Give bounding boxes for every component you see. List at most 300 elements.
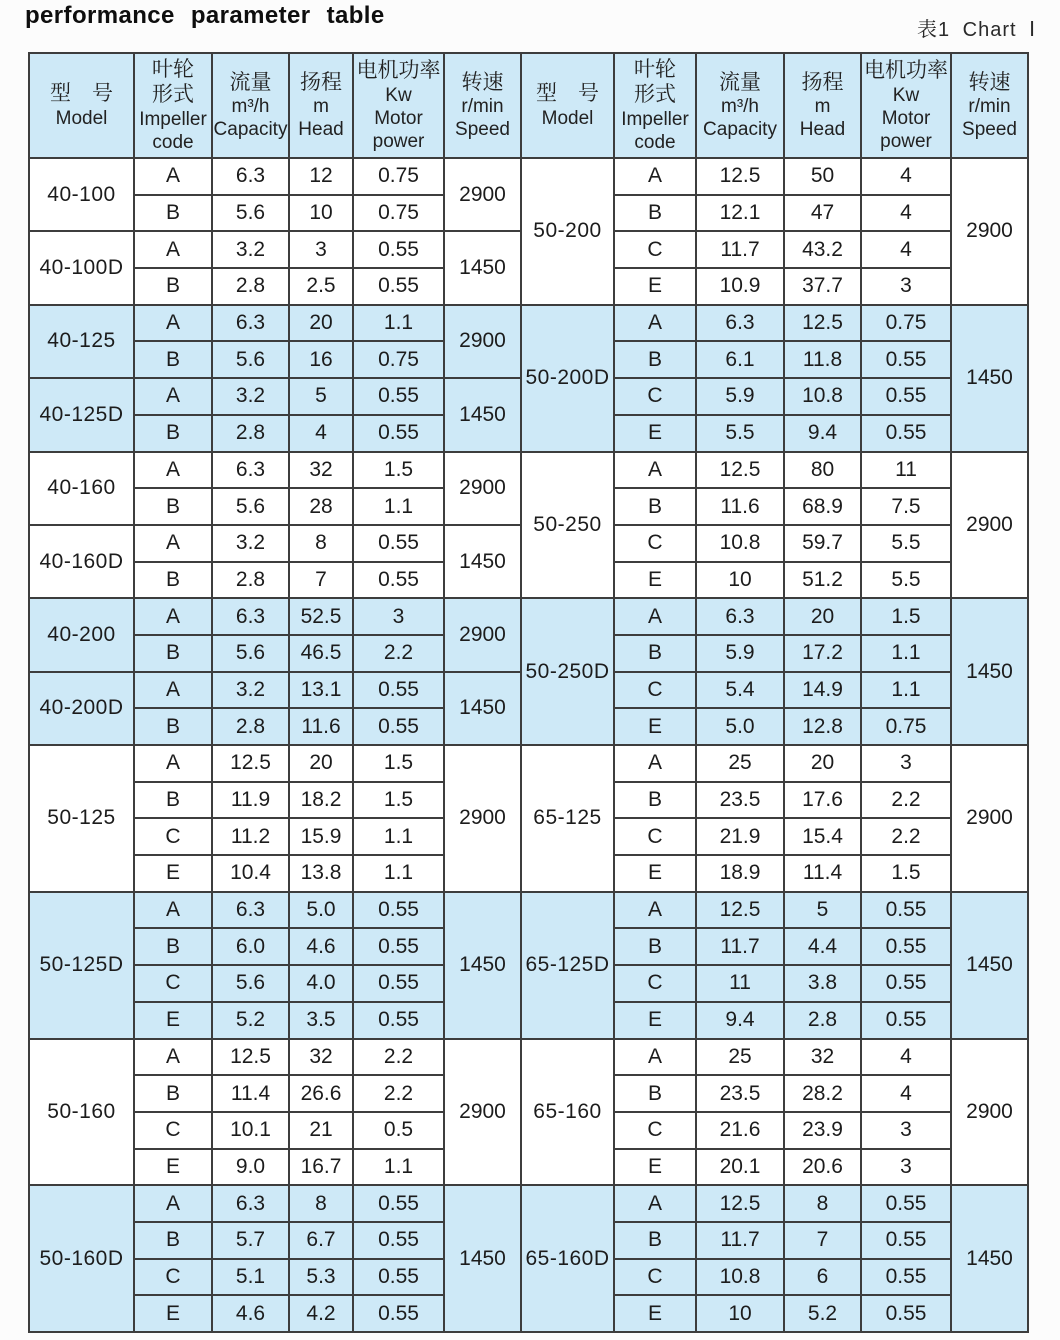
head-cell-right: 12.5 bbox=[784, 305, 861, 342]
power-cell-right: 0.75 bbox=[861, 708, 951, 745]
header-line: 型 号 bbox=[536, 82, 599, 106]
speed-cell-right: 1450 bbox=[951, 892, 1028, 1039]
header-line: 型 号 bbox=[50, 82, 113, 106]
power-cell-right: 1.1 bbox=[861, 672, 951, 709]
impeller-code-cell-left: E bbox=[134, 855, 212, 892]
capacity-cell-right: 18.9 bbox=[696, 855, 784, 892]
power-cell-right: 5.5 bbox=[861, 525, 951, 562]
capacity-cell-right: 6.3 bbox=[696, 598, 784, 635]
capacity-cell-left: 3.2 bbox=[212, 378, 289, 415]
power-cell-left: 1.1 bbox=[353, 1149, 444, 1186]
power-cell-right: 4 bbox=[861, 1075, 951, 1112]
head-cell-left: 5.0 bbox=[289, 892, 353, 929]
power-cell-left: 1.5 bbox=[353, 452, 444, 489]
header-line: Model bbox=[541, 107, 594, 129]
model-cell-left: 40-200 bbox=[29, 598, 134, 671]
power-cell-left: 2.2 bbox=[353, 635, 444, 672]
power-cell-left: 1.5 bbox=[353, 782, 444, 819]
impeller-code-cell-right: B bbox=[614, 488, 696, 525]
capacity-cell-right: 12.5 bbox=[696, 452, 784, 489]
head-cell-right: 14.9 bbox=[784, 672, 861, 709]
capacity-cell-left: 6.3 bbox=[212, 305, 289, 342]
header-line: 扬程 bbox=[801, 70, 844, 94]
impeller-code-cell-left: B bbox=[134, 1075, 212, 1112]
head-cell-left: 32 bbox=[289, 452, 353, 489]
header-line: 电机功率 bbox=[864, 58, 948, 82]
power-cell-left: 0.55 bbox=[353, 562, 444, 599]
power-cell-right: 2.2 bbox=[861, 818, 951, 855]
model-cell-left: 40-100D bbox=[29, 231, 134, 304]
capacity-cell-right: 23.5 bbox=[696, 1075, 784, 1112]
speed-cell-left: 1450 bbox=[444, 1185, 521, 1332]
power-cell-left: 1.5 bbox=[353, 745, 444, 782]
power-cell-left: 0.55 bbox=[353, 1259, 444, 1296]
table-row bbox=[29, 1185, 1028, 1222]
impeller-code-cell-left: B bbox=[134, 415, 212, 452]
power-cell-left: 0.55 bbox=[353, 415, 444, 452]
head-cell-right: 4.4 bbox=[784, 928, 861, 965]
table-row bbox=[29, 158, 1028, 195]
power-cell-right: 4 bbox=[861, 231, 951, 268]
capacity-cell-right: 12.5 bbox=[696, 158, 784, 195]
head-cell-right: 68.9 bbox=[784, 488, 861, 525]
power-cell-left: 1.1 bbox=[353, 855, 444, 892]
model-cell-right: 50-200 bbox=[521, 158, 614, 305]
speed-cell-right: 2900 bbox=[951, 745, 1028, 892]
impeller-code-cell-right: B bbox=[614, 341, 696, 378]
header-line: 扬程 bbox=[300, 70, 342, 94]
power-cell-left: 0.75 bbox=[353, 341, 444, 378]
power-cell-left: 0.55 bbox=[353, 231, 444, 268]
page-title: performance parameter table bbox=[25, 2, 385, 29]
capacity-cell-left: 5.6 bbox=[212, 488, 289, 525]
head-cell-left: 16 bbox=[289, 341, 353, 378]
power-cell-left: 0.55 bbox=[353, 1185, 444, 1222]
impeller-code-cell-left: B bbox=[134, 562, 212, 599]
power-cell-left: 0.55 bbox=[353, 892, 444, 929]
impeller-code-cell-right: A bbox=[614, 1039, 696, 1076]
power-cell-left: 0.5 bbox=[353, 1112, 444, 1149]
table-row bbox=[29, 892, 1028, 929]
speed-cell-right: 1450 bbox=[951, 305, 1028, 452]
impeller-code-cell-right: A bbox=[614, 452, 696, 489]
head-cell-left: 28 bbox=[289, 488, 353, 525]
header-line: Impeller bbox=[139, 108, 207, 130]
impeller-code-cell-left: B bbox=[134, 488, 212, 525]
capacity-cell-right: 6.3 bbox=[696, 305, 784, 342]
head-cell-right: 28.2 bbox=[784, 1075, 861, 1112]
power-cell-left: 2.2 bbox=[353, 1075, 444, 1112]
head-cell-right: 20.6 bbox=[784, 1149, 861, 1186]
impeller-code-cell-left: A bbox=[134, 745, 212, 782]
header-line: power bbox=[372, 130, 425, 152]
column-header-model-right bbox=[521, 53, 614, 158]
head-cell-left: 26.6 bbox=[289, 1075, 353, 1112]
head-cell-right: 7 bbox=[784, 1222, 861, 1259]
head-cell-right: 59.7 bbox=[784, 525, 861, 562]
capacity-cell-right: 23.5 bbox=[696, 782, 784, 819]
head-cell-left: 46.5 bbox=[289, 635, 353, 672]
head-cell-left: 52.5 bbox=[289, 598, 353, 635]
table-row bbox=[29, 745, 1028, 782]
header-line: code bbox=[152, 132, 194, 154]
power-cell-right: 0.55 bbox=[861, 1002, 951, 1039]
model-cell-right: 50-200D bbox=[521, 305, 614, 452]
power-cell-right: 1.1 bbox=[861, 635, 951, 672]
model-cell-left: 40-125 bbox=[29, 305, 134, 378]
header-line: r/min bbox=[968, 96, 1011, 118]
power-cell-right: 1.5 bbox=[861, 598, 951, 635]
header-line: Capacity bbox=[703, 119, 777, 141]
impeller-code-cell-left: B bbox=[134, 195, 212, 232]
impeller-code-cell-right: C bbox=[614, 818, 696, 855]
impeller-code-cell-right: A bbox=[614, 305, 696, 342]
speed-cell-right: 1450 bbox=[951, 1185, 1028, 1332]
speed-cell-left: 1450 bbox=[444, 378, 521, 451]
impeller-code-cell-right: E bbox=[614, 562, 696, 599]
capacity-cell-left: 11.9 bbox=[212, 782, 289, 819]
capacity-cell-right: 20.1 bbox=[696, 1149, 784, 1186]
capacity-cell-left: 2.8 bbox=[212, 415, 289, 452]
capacity-cell-right: 10.9 bbox=[696, 268, 784, 305]
impeller-code-cell-left: A bbox=[134, 525, 212, 562]
column-header-speed bbox=[444, 53, 521, 158]
head-cell-left: 15.9 bbox=[289, 818, 353, 855]
head-cell-right: 37.7 bbox=[784, 268, 861, 305]
head-cell-left: 4.2 bbox=[289, 1295, 353, 1332]
head-cell-left: 3 bbox=[289, 231, 353, 268]
capacity-cell-right: 5.9 bbox=[696, 635, 784, 672]
capacity-cell-left: 3.2 bbox=[212, 525, 289, 562]
impeller-code-cell-left: B bbox=[134, 341, 212, 378]
impeller-code-cell-right: E bbox=[614, 708, 696, 745]
capacity-cell-left: 2.8 bbox=[212, 562, 289, 599]
head-cell-left: 13.1 bbox=[289, 672, 353, 709]
capacity-cell-left: 11.4 bbox=[212, 1075, 289, 1112]
capacity-cell-right: 12.5 bbox=[696, 892, 784, 929]
column-header-capacity-right bbox=[696, 53, 784, 158]
model-cell-left: 50-125D bbox=[29, 892, 134, 1039]
table-row bbox=[29, 598, 1028, 635]
impeller-code-cell-right: E bbox=[614, 855, 696, 892]
power-cell-left: 0.75 bbox=[353, 195, 444, 232]
power-cell-right: 0.55 bbox=[861, 1185, 951, 1222]
capacity-cell-right: 12.1 bbox=[696, 195, 784, 232]
impeller-code-cell-right: E bbox=[614, 1002, 696, 1039]
speed-cell-left: 2900 bbox=[444, 1039, 521, 1186]
impeller-code-cell-left: A bbox=[134, 598, 212, 635]
column-header-model bbox=[29, 53, 134, 158]
impeller-code-cell-right: E bbox=[614, 1149, 696, 1186]
head-cell-right: 2.8 bbox=[784, 1002, 861, 1039]
power-cell-left: 2.2 bbox=[353, 1039, 444, 1076]
head-cell-left: 20 bbox=[289, 745, 353, 782]
power-cell-right: 0.55 bbox=[861, 415, 951, 452]
capacity-cell-left: 12.5 bbox=[212, 745, 289, 782]
head-cell-right: 17.6 bbox=[784, 782, 861, 819]
header-line: Speed bbox=[455, 119, 510, 141]
header-line: 形式 bbox=[152, 83, 194, 107]
capacity-cell-right: 25 bbox=[696, 1039, 784, 1076]
capacity-cell-left: 9.0 bbox=[212, 1149, 289, 1186]
capacity-cell-right: 21.6 bbox=[696, 1112, 784, 1149]
power-cell-left: 0.55 bbox=[353, 378, 444, 415]
head-cell-left: 4.0 bbox=[289, 965, 353, 1002]
power-cell-right: 0.55 bbox=[861, 965, 951, 1002]
capacity-cell-right: 11 bbox=[696, 965, 784, 1002]
power-cell-left: 1.1 bbox=[353, 305, 444, 342]
capacity-cell-right: 10.8 bbox=[696, 525, 784, 562]
column-header-impeller-right bbox=[614, 53, 696, 158]
header-line: Impeller bbox=[621, 108, 689, 130]
head-cell-left: 13.8 bbox=[289, 855, 353, 892]
speed-cell-right: 2900 bbox=[951, 1039, 1028, 1186]
head-cell-left: 7 bbox=[289, 562, 353, 599]
speed-cell-left: 1450 bbox=[444, 525, 521, 598]
column-header-power-right bbox=[861, 53, 951, 158]
impeller-code-cell-left: B bbox=[134, 708, 212, 745]
speed-cell-right: 1450 bbox=[951, 598, 1028, 745]
head-cell-right: 20 bbox=[784, 745, 861, 782]
capacity-cell-left: 6.3 bbox=[212, 892, 289, 929]
header-line: Motor bbox=[881, 107, 931, 129]
head-cell-right: 20 bbox=[784, 598, 861, 635]
impeller-code-cell-left: B bbox=[134, 1222, 212, 1259]
impeller-code-cell-left: A bbox=[134, 1039, 212, 1076]
model-cell-right: 65-125 bbox=[521, 745, 614, 892]
header-line: 转速 bbox=[968, 70, 1011, 94]
column-header-power bbox=[353, 53, 444, 158]
head-cell-left: 5 bbox=[289, 378, 353, 415]
model-cell-left: 40-125D bbox=[29, 378, 134, 451]
header-line: Capacity bbox=[213, 119, 288, 141]
capacity-cell-right: 10.8 bbox=[696, 1259, 784, 1296]
head-cell-right: 3.8 bbox=[784, 965, 861, 1002]
power-cell-right: 0.55 bbox=[861, 1222, 951, 1259]
power-cell-right: 4 bbox=[861, 195, 951, 232]
model-cell-left: 40-100 bbox=[29, 158, 134, 231]
power-cell-left: 0.55 bbox=[353, 268, 444, 305]
capacity-cell-left: 6.3 bbox=[212, 158, 289, 195]
capacity-cell-right: 5.4 bbox=[696, 672, 784, 709]
head-cell-right: 10.8 bbox=[784, 378, 861, 415]
impeller-code-cell-right: C bbox=[614, 1112, 696, 1149]
impeller-code-cell-right: A bbox=[614, 598, 696, 635]
table-row bbox=[29, 1039, 1028, 1076]
power-cell-left: 1.1 bbox=[353, 818, 444, 855]
power-cell-right: 0.55 bbox=[861, 1259, 951, 1296]
header-line: 叶轮 bbox=[634, 57, 676, 81]
table-header-row bbox=[29, 53, 1028, 158]
power-cell-left: 0.55 bbox=[353, 708, 444, 745]
impeller-code-cell-right: B bbox=[614, 782, 696, 819]
capacity-cell-left: 2.8 bbox=[212, 708, 289, 745]
impeller-code-cell-right: B bbox=[614, 1075, 696, 1112]
impeller-code-cell-left: B bbox=[134, 268, 212, 305]
power-cell-right: 2.2 bbox=[861, 782, 951, 819]
impeller-code-cell-right: C bbox=[614, 525, 696, 562]
capacity-cell-left: 6.0 bbox=[212, 928, 289, 965]
header-line: 流量 bbox=[229, 70, 272, 94]
head-cell-right: 11.8 bbox=[784, 341, 861, 378]
head-cell-right: 23.9 bbox=[784, 1112, 861, 1149]
header-line: m³/h bbox=[721, 96, 759, 118]
capacity-cell-left: 5.2 bbox=[212, 1002, 289, 1039]
impeller-code-cell-left: A bbox=[134, 672, 212, 709]
speed-cell-left: 1450 bbox=[444, 892, 521, 1039]
model-cell-right: 50-250 bbox=[521, 452, 614, 599]
model-cell-left: 40-200D bbox=[29, 672, 134, 745]
head-cell-right: 32 bbox=[784, 1039, 861, 1076]
header-line: Head bbox=[799, 119, 846, 141]
impeller-code-cell-right: A bbox=[614, 158, 696, 195]
speed-cell-left: 2900 bbox=[444, 158, 521, 231]
column-header-head-right bbox=[784, 53, 861, 158]
impeller-code-cell-left: E bbox=[134, 1149, 212, 1186]
capacity-cell-right: 11.7 bbox=[696, 1222, 784, 1259]
impeller-code-cell-left: C bbox=[134, 1259, 212, 1296]
speed-cell-left: 1450 bbox=[444, 672, 521, 745]
impeller-code-cell-right: A bbox=[614, 892, 696, 929]
impeller-code-cell-right: C bbox=[614, 965, 696, 1002]
capacity-cell-left: 6.3 bbox=[212, 1185, 289, 1222]
header-line: Model bbox=[55, 107, 108, 129]
model-cell-left: 40-160 bbox=[29, 452, 134, 525]
header-line: m³/h bbox=[231, 96, 270, 118]
impeller-code-cell-left: A bbox=[134, 452, 212, 489]
capacity-cell-left: 10.4 bbox=[212, 855, 289, 892]
head-cell-left: 20 bbox=[289, 305, 353, 342]
power-cell-right: 0.55 bbox=[861, 378, 951, 415]
capacity-cell-left: 10.1 bbox=[212, 1112, 289, 1149]
power-cell-right: 4 bbox=[861, 1039, 951, 1076]
head-cell-right: 5.2 bbox=[784, 1295, 861, 1332]
header-line: Speed bbox=[962, 119, 1017, 141]
head-cell-left: 3.5 bbox=[289, 1002, 353, 1039]
impeller-code-cell-left: B bbox=[134, 635, 212, 672]
head-cell-right: 50 bbox=[784, 158, 861, 195]
speed-cell-left: 2900 bbox=[444, 452, 521, 525]
capacity-cell-right: 11.7 bbox=[696, 231, 784, 268]
model-cell-right: 65-125D bbox=[521, 892, 614, 1039]
head-cell-left: 18.2 bbox=[289, 782, 353, 819]
header-line: 流量 bbox=[719, 70, 761, 94]
impeller-code-cell-left: C bbox=[134, 965, 212, 1002]
head-cell-right: 17.2 bbox=[784, 635, 861, 672]
head-cell-left: 5.3 bbox=[289, 1259, 353, 1296]
impeller-code-cell-right: B bbox=[614, 928, 696, 965]
capacity-cell-right: 10 bbox=[696, 562, 784, 599]
chart-caption: 表1 Chart Ⅰ bbox=[916, 19, 1036, 41]
power-cell-right: 11 bbox=[861, 452, 951, 489]
impeller-code-cell-left: A bbox=[134, 378, 212, 415]
power-cell-right: 7.5 bbox=[861, 488, 951, 525]
head-cell-right: 12.8 bbox=[784, 708, 861, 745]
power-cell-left: 0.55 bbox=[353, 1295, 444, 1332]
capacity-cell-left: 5.6 bbox=[212, 341, 289, 378]
capacity-cell-right: 25 bbox=[696, 745, 784, 782]
head-cell-right: 9.4 bbox=[784, 415, 861, 452]
model-cell-left: 50-160 bbox=[29, 1039, 134, 1186]
capacity-cell-left: 11.2 bbox=[212, 818, 289, 855]
head-cell-left: 11.6 bbox=[289, 708, 353, 745]
head-cell-right: 80 bbox=[784, 452, 861, 489]
model-cell-left: 50-160D bbox=[29, 1185, 134, 1332]
speed-cell-right: 2900 bbox=[951, 158, 1028, 305]
power-cell-right: 0.55 bbox=[861, 341, 951, 378]
capacity-cell-left: 5.6 bbox=[212, 195, 289, 232]
impeller-code-cell-left: A bbox=[134, 1185, 212, 1222]
capacity-cell-left: 12.5 bbox=[212, 1039, 289, 1076]
capacity-cell-right: 5.5 bbox=[696, 415, 784, 452]
capacity-cell-left: 6.3 bbox=[212, 598, 289, 635]
head-cell-left: 2.5 bbox=[289, 268, 353, 305]
capacity-cell-left: 6.3 bbox=[212, 452, 289, 489]
power-cell-right: 5.5 bbox=[861, 562, 951, 599]
capacity-cell-left: 3.2 bbox=[212, 672, 289, 709]
power-cell-right: 4 bbox=[861, 158, 951, 195]
header-line: r/min bbox=[461, 96, 504, 118]
impeller-code-cell-left: C bbox=[134, 818, 212, 855]
power-cell-right: 3 bbox=[861, 268, 951, 305]
capacity-cell-left: 4.6 bbox=[212, 1295, 289, 1332]
capacity-cell-left: 5.6 bbox=[212, 965, 289, 1002]
head-cell-left: 16.7 bbox=[289, 1149, 353, 1186]
column-header-impeller bbox=[134, 53, 212, 158]
impeller-code-cell-left: E bbox=[134, 1002, 212, 1039]
speed-cell-left: 1450 bbox=[444, 231, 521, 304]
power-cell-right: 0.55 bbox=[861, 928, 951, 965]
header-line: 转速 bbox=[461, 70, 504, 94]
header-line: 形式 bbox=[634, 83, 676, 107]
column-header-capacity bbox=[212, 53, 289, 158]
capacity-cell-right: 5.9 bbox=[696, 378, 784, 415]
model-cell-left: 50-125 bbox=[29, 745, 134, 892]
power-cell-left: 0.55 bbox=[353, 928, 444, 965]
header-line: power bbox=[880, 130, 932, 152]
column-header-head bbox=[289, 53, 353, 158]
head-cell-left: 12 bbox=[289, 158, 353, 195]
head-cell-right: 8 bbox=[784, 1185, 861, 1222]
impeller-code-cell-left: B bbox=[134, 928, 212, 965]
power-cell-left: 3 bbox=[353, 598, 444, 635]
impeller-code-cell-right: E bbox=[614, 268, 696, 305]
impeller-code-cell-right: A bbox=[614, 1185, 696, 1222]
header-line: m bbox=[814, 96, 831, 118]
table-row bbox=[29, 305, 1028, 342]
impeller-code-cell-right: E bbox=[614, 415, 696, 452]
impeller-code-cell-right: C bbox=[614, 672, 696, 709]
head-cell-right: 6 bbox=[784, 1259, 861, 1296]
power-cell-left: 1.1 bbox=[353, 488, 444, 525]
power-cell-right: 3 bbox=[861, 745, 951, 782]
impeller-code-cell-left: E bbox=[134, 1295, 212, 1332]
head-cell-right: 43.2 bbox=[784, 231, 861, 268]
header-line: code bbox=[634, 132, 676, 154]
header-line: Motor bbox=[374, 107, 423, 129]
capacity-cell-left: 5.1 bbox=[212, 1259, 289, 1296]
power-cell-right: 3 bbox=[861, 1149, 951, 1186]
impeller-code-cell-right: C bbox=[614, 1259, 696, 1296]
capacity-cell-right: 11.7 bbox=[696, 928, 784, 965]
capacity-cell-right: 21.9 bbox=[696, 818, 784, 855]
head-cell-right: 11.4 bbox=[784, 855, 861, 892]
capacity-cell-left: 2.8 bbox=[212, 268, 289, 305]
header-line: Kw bbox=[892, 84, 920, 106]
power-cell-left: 0.55 bbox=[353, 1222, 444, 1259]
power-cell-right: 0.55 bbox=[861, 1295, 951, 1332]
power-cell-right: 3 bbox=[861, 1112, 951, 1149]
